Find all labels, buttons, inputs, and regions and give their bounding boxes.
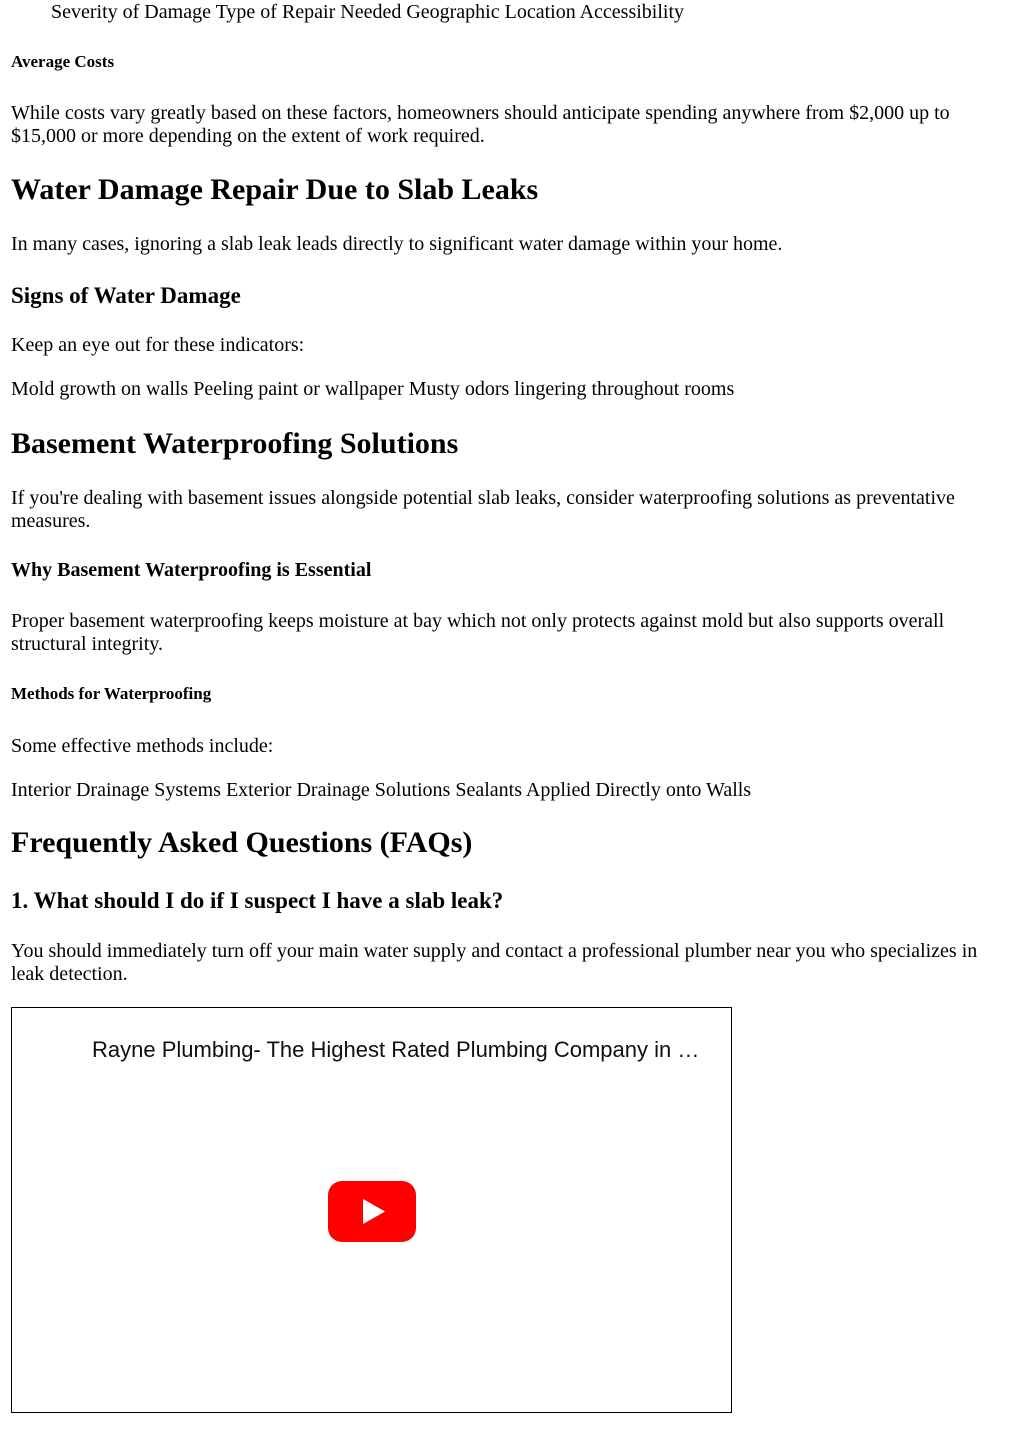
faq-question-1: 1. What should I do if I suspect I have a slab leak? xyxy=(11,888,504,913)
water-damage-paragraph: In many cases, ignoring a slab leak leads directly to significant water damage within your home. xyxy=(11,233,783,255)
signs-intro: Keep an eye out for these indicators: xyxy=(11,334,305,356)
basement-heading: Basement Waterproofing Solutions xyxy=(11,427,459,460)
methods-list: Interior Drainage Systems Exterior Drainage Solutions Sealants Applied Directly onto Walls xyxy=(11,779,752,801)
faq-answer-1: You should immediately turn off your main water supply and contact a professional plumber near you who specializes in leak detection. xyxy=(11,940,978,985)
water-damage-heading: Water Damage Repair Due to Slab Leaks xyxy=(11,173,539,206)
methods-intro: Some effective methods include: xyxy=(11,735,274,757)
video-title[interactable]: Rayne Plumbing- The Highest Rated Plumbing Company in … xyxy=(92,1037,700,1062)
faq-heading: Frequently Asked Questions (FAQs) xyxy=(11,826,473,859)
basement-paragraph: If you're dealing with basement issues alongside potential slab leaks, consider waterproofing solutions as preventative measures. xyxy=(11,487,955,532)
signs-heading: Signs of Water Damage xyxy=(11,283,241,308)
play-button-graphic xyxy=(328,1181,416,1242)
average-costs-paragraph: While costs vary greatly based on these factors, homeowners should anticipate spending anywhere from $2,000 up to $15,000 or more depending on the extent of work required. xyxy=(11,102,950,147)
why-waterproofing-paragraph: Proper basement waterproofing keeps moisture at bay which not only protects against mold but also supports overall structural integrity. xyxy=(11,610,945,655)
why-waterproofing-heading: Why Basement Waterproofing is Essential xyxy=(11,559,372,581)
youtube-play-icon[interactable] xyxy=(328,1181,416,1242)
cost-factors-list: Severity of Damage Type of Repair Needed Geographic Location Accessibility xyxy=(51,1,685,23)
youtube-video-embed[interactable] xyxy=(11,1007,732,1413)
signs-list: Mold growth on walls Peeling paint or wallpaper Musty odors lingering throughout rooms xyxy=(11,378,735,400)
methods-heading: Methods for Waterproofing xyxy=(11,684,212,703)
average-costs-heading: Average Costs xyxy=(11,52,115,71)
